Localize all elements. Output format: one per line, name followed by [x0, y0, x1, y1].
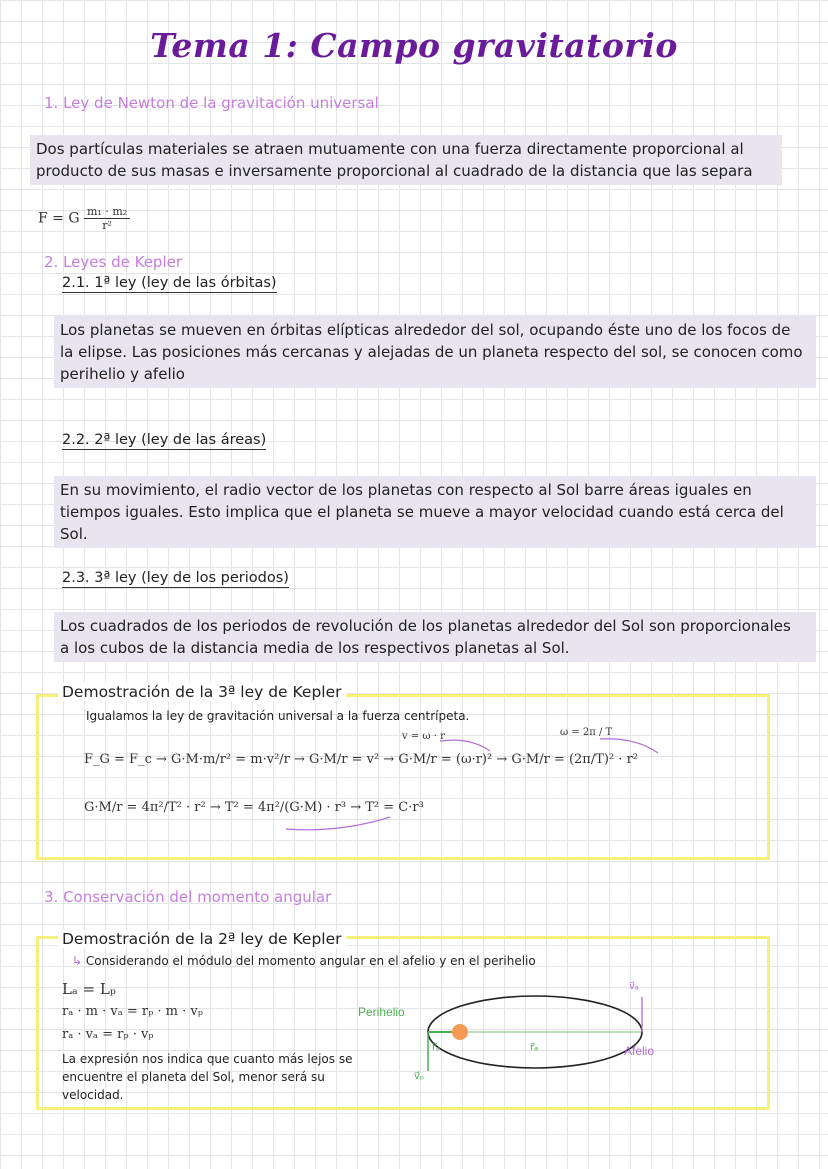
- section-1-heading: 1. Ley de Newton de la gravitación universal: [44, 94, 379, 112]
- sub-2-3-line-1: Los cuadrados de los periodos de revolución de los planetas alrededor del Sol son proporcionales: [60, 617, 791, 635]
- va-label: v⃗ₐ: [629, 981, 639, 992]
- demo-2-intro: [72, 954, 536, 968]
- demo-2-eq-1: Lₐ = Lₚ: [62, 980, 116, 998]
- sub-2-1-box: [54, 316, 816, 388]
- section-2-heading: 2. Leyes de Kepler: [44, 253, 183, 271]
- sub-2-1-line-2: la elipse. Las posiciones más cercanas y alejadas de un planeta respecto del sol, se conocen como: [60, 343, 803, 361]
- demo-2-title: Demostración de la 2ª ley de Kepler: [58, 930, 346, 948]
- section-1-line-1: Dos partículas materiales se atraen mutuamente con una fuerza directamente proporcional al: [36, 140, 744, 158]
- demo-2-expl-line-1: La expresión nos indica que cuanto más lejos se: [62, 1052, 353, 1066]
- sub-2-1-line-3: perihelio y afelio: [60, 365, 185, 383]
- page-title: Tema 1: Campo gravitatorio: [150, 26, 678, 65]
- demo-2-expl-line-2: encuentre el planeta del Sol, menor será su: [62, 1070, 325, 1084]
- sub-2-1-heading: 2.1. 1ª ley (ley de las órbitas): [62, 275, 277, 291]
- demo-3-equation-1: F_G = F_c → G·M·m/r² = m·v²/r → G·M/r = v² → G·M/r = (ω·r)² → G·M/r = (2π/T)² · r²: [84, 752, 638, 767]
- arrow-c: [286, 817, 390, 830]
- sub-2-2-heading: 2.2. 2ª ley (ley de las áreas): [62, 432, 267, 448]
- sub-2-1-line-1: Los planetas se mueven en órbitas elípticas alrededor del sol, ocupando éste uno de los focos de: [60, 321, 791, 339]
- arrow-w: [600, 739, 658, 753]
- section-3-heading: 3. Conservación del momento angular: [44, 888, 332, 906]
- demo-2-eq-3: rₐ · vₐ = rₚ · vₚ: [62, 1027, 154, 1042]
- demo-2-eq-2: rₐ · m · vₐ = rₚ · m · vₚ: [62, 1004, 203, 1019]
- newton-numerator: m₁ · m₂: [84, 205, 130, 219]
- section-1-line-2: producto de sus masas e inversamente proporcional al cuadrado de la distancia que las separa: [36, 162, 753, 180]
- rp-label: r⃗ₚ: [432, 1042, 441, 1053]
- newton-denominator: r²: [102, 219, 112, 232]
- sub-2-3-line-2: a los cubos de la distancia media de los respectivos planetas al Sol.: [60, 639, 570, 657]
- demo-3-note-v: v = ω · r: [402, 731, 445, 742]
- demo-3-title: Demostración de la 3ª ley de Kepler: [58, 683, 346, 701]
- hook-arrow-icon: ↳: [72, 954, 83, 968]
- sub-2-2-line-2: tiempos iguales. Esto implica que el planeta se mueve a mayor velocidad cuando está cerca del: [60, 503, 784, 521]
- vp-label: v⃗ₚ: [414, 1071, 425, 1082]
- newton-formula-lhs: F = G: [38, 210, 80, 227]
- sub-2-2-box: [54, 476, 816, 548]
- sub-2-2-line-1: En su movimiento, el radio vector de los planetas con respecto al Sol barre áreas iguales en: [60, 481, 752, 499]
- afelio-label: Afelio: [624, 1044, 655, 1058]
- ra-label: r⃗ₐ: [530, 1042, 538, 1053]
- demo-3-note-w: ω = 2π / T: [560, 727, 613, 738]
- arrow-v: [440, 740, 490, 751]
- demo-2-expl-line-3: velocidad.: [62, 1088, 124, 1102]
- demo-3-intro: Igualamos la ley de gravitación universal a la fuerza centrípeta.: [86, 709, 470, 723]
- orbit-diagram: [350, 975, 680, 1090]
- section-1-definition: [30, 135, 782, 185]
- sub-2-3-heading: 2.3. 3ª ley (ley de los periodos): [62, 570, 289, 586]
- perihelio-label: Perihelio: [358, 1005, 405, 1019]
- newton-formula: [38, 205, 130, 232]
- demo-2-explanation: [62, 1050, 352, 1104]
- demo-2-intro-text: Considerando el módulo del momento angular en el afelio y en el perihelio: [85, 954, 536, 968]
- newton-fraction: [84, 205, 130, 232]
- sub-2-3-box: [54, 612, 816, 662]
- demo-3-arrow-c: [280, 815, 400, 835]
- sun-icon: [452, 1024, 468, 1040]
- demo-3-equation-2: G·M/r = 4π²/T² · r² → T² = 4π²/(G·M) · r³ → T² = C·r³: [84, 800, 424, 815]
- sub-2-2-line-3: Sol.: [60, 525, 88, 543]
